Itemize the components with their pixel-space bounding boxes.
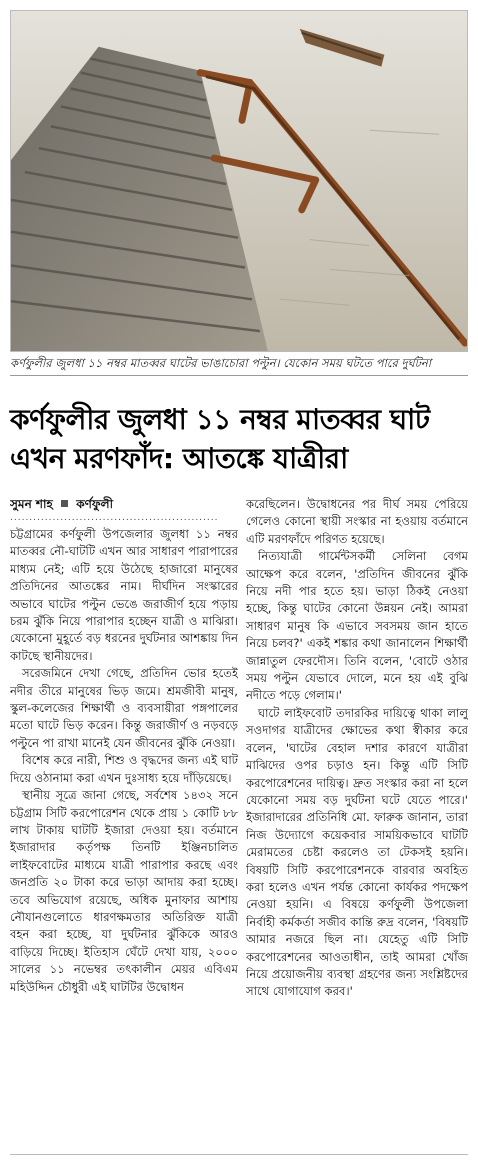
article-column-left: [10, 496, 238, 1150]
paragraph: বিশেষ করে নারী, শিশু ও বৃদ্ধদের জন্য এই ঘাট দিয়ে ওঠানামা করা এখন দুঃসাধ্য হয়ে দাঁড়িয়েছে।: [10, 753, 238, 785]
bottom-divider: [10, 1154, 468, 1155]
square-bullet-icon: [61, 500, 68, 507]
byline: [10, 496, 238, 512]
author-name: সুমন শাহ: [10, 497, 53, 511]
paragraph: স্থানীয় সূত্রে জানা গেছে, সর্বশেষ ১৪৩২ সনে চট্টগ্রাম সিটি করপোরেশন থেকে প্রায় ১ কোটি ৮৮ লাখ টাকায় ঘাটটি ইজারা দেওয়া হয়। বর্তমানে ইজারাদার কর্তৃপক্ষ তিনটি ইঞ্জিনচালিত লাইফবোটের মাধ্যমে যাত্রী পারাপার করছে এবং জনপ্রতি ২০ টাকা করে ভাড়া আদায় করা হচ্ছে। তবে অভিযোগ রয়েছে, অধিক মুনাফার আশায় নৌযানগুলোতে ধারণক্ষমতার অতিরিক্ত যাত্রী বহন করা হচ্ছে, যা দুর্ঘটনার ঝুঁকিকে আরও বাড়িয়ে দিচ্ছে। ইতিহাস ঘেঁটে দেখা যায়, ২০০০ সালের ১১ নভেম্বর তৎকালীন মেয়র এবিএম মহিউদ্দিন চৌধুরী এই ঘাটটির উদ্বোধন: [10, 788, 238, 994]
byline-dotted-rule: ......................................................: [10, 514, 219, 522]
paragraph: সরেজমিনে দেখা গেছে, প্রতিদিন ভোর হতেই নদীর তীরে মানুষের ভিড় জমে। শ্রমজীবী মানুষ, স্কুল-কলেজের শিক্ষার্থী ও ব্যবসায়ীরা পঙ্গপালের মতো ঘাটে ভিড় করেন। কিন্তু জরাজীর্ণ ও নড়বড়ে পল্টুনে পা রাখা মানেই যেন জীবনের ঝুঁকি নেওয়া।: [10, 666, 238, 750]
dateline-location: কর্ণফুলী: [76, 497, 113, 511]
news-photo: [10, 10, 468, 352]
photo-caption: কর্ণফুলীর জুলধা ১১ নম্বর মাতব্বর ঘাটের ভাঙাচোরা পল্টুন। যেকোন সময় ঘটতে পারে দুর্ঘটনা: [10, 355, 468, 376]
article-body: [10, 496, 468, 1150]
paragraph: নিত্যযাত্রী গার্মেন্টসকর্মী সেলিনা বেগম আক্ষেপ করে বলেন, 'প্রতিদিন জীবনের ঝুঁকি নিয়ে নদী পার হতে হয়। ভাড়া ঠিকই নেওয়া হচ্ছে, কিন্তু ঘাটের কোনো উন্নয়ন নেই। আমরা সাধারণ মানুষ কি এভাবে সবসময় জান হাতে নিয়ে চলব?' একই শঙ্কার কথা জানালেন শিক্ষার্থী জান্নাতুল ফেরদৌস। তিনি বলেন, 'বোটে ওঠার সময় পল্টুন যেভাবে দোলে, মনে হয় এই বুঝি নদীতে পড়ে গেলাম।': [246, 549, 468, 703]
paragraph: করেছিলেন। উদ্বোধনের পর দীর্ঘ সময় পেরিয়ে গেলেও কোনো স্থায়ী সংস্কার না হওয়ায় বর্তমানে এটি মরণফাঁদে পরিণত হয়েছে।: [246, 497, 468, 546]
headline: কর্ণফুলীর জুলধা ১১ নম্বর মাতব্বর ঘাট এখন মরণফাঁদ: আতঙ্কে যাত্রীরা: [10, 403, 430, 475]
pontoon-photo-illustration: [11, 11, 467, 351]
paragraph: ঘাটে লাইফবোট তদারকির দায়িত্বে থাকা লালু সওদাগর যাত্রীদের ক্ষোভের কথা স্বীকার করে বলেন, 'ঘাটের বেহাল দশার কারণে যাত্রীরা মাঝিদের ওপর চড়াও হন। কিন্তু এটি সিটি করপোরেশনের দায়িত্ব। দ্রুত সংস্কার করা না হলে যেকোনো সময় বড় দুর্ঘটনা ঘটে যেতে পারে।' ইজারাদারের প্রতিনিধি মো. ফারুক জানান, তারা নিজ উদ্যোগে কয়েকবার সাময়িকভাবে ঘাটটি মেরামতের চেষ্টা করলেও তা টেকসই হয়নি। বিষয়টি সিটি করপোরেশনকে বারবার অবহিত করা হলেও এখন পর্যন্ত কোনো কার্যকর পদক্ষেপ নেওয়া হয়নি। এ বিষয়ে কর্ণফুলী উপজেলা নির্বাহী কর্মকর্তা সজীব কান্তি রুদ্র বলেন, 'বিষয়টি আমার নজরে ছিল না। যেহেতু এটি সিটি করপোরেশনের আওতাধীন, তাই আমরা খোঁজ নিয়ে প্রয়োজনীয় ব্যবস্থা গ্রহণের জন্য সংশ্লিষ্টদের সাথে যোগাযোগ করব।': [246, 705, 468, 999]
paragraph: চট্টগ্রামের কর্ণফুলী উপজেলার জুলধা ১১ নম্বর মাতব্বর নৌ-ঘাটটি এখন আর সাধারণ পারাপারের মাধ্যম নেই; এটি হয়ে উঠেছে হাজারো মানুষের প্রতিদিনের আতঙ্কের নাম। দীর্ঘদিন সংস্কারের অভাবে ঘাটের পল্টুন ভেঙে জরাজীর্ণ হয়ে পড়ায় চরম ঝুঁকি নিয়ে পারাপার হচ্ছেন যাত্রী ও মাঝিরা। যেকোনো মুহূর্তে বড় ধরনের দুর্ঘটনার আশঙ্কায় দিন কাটছে স্থানীয়দের।: [10, 527, 238, 663]
article-column-right: [246, 496, 468, 1150]
